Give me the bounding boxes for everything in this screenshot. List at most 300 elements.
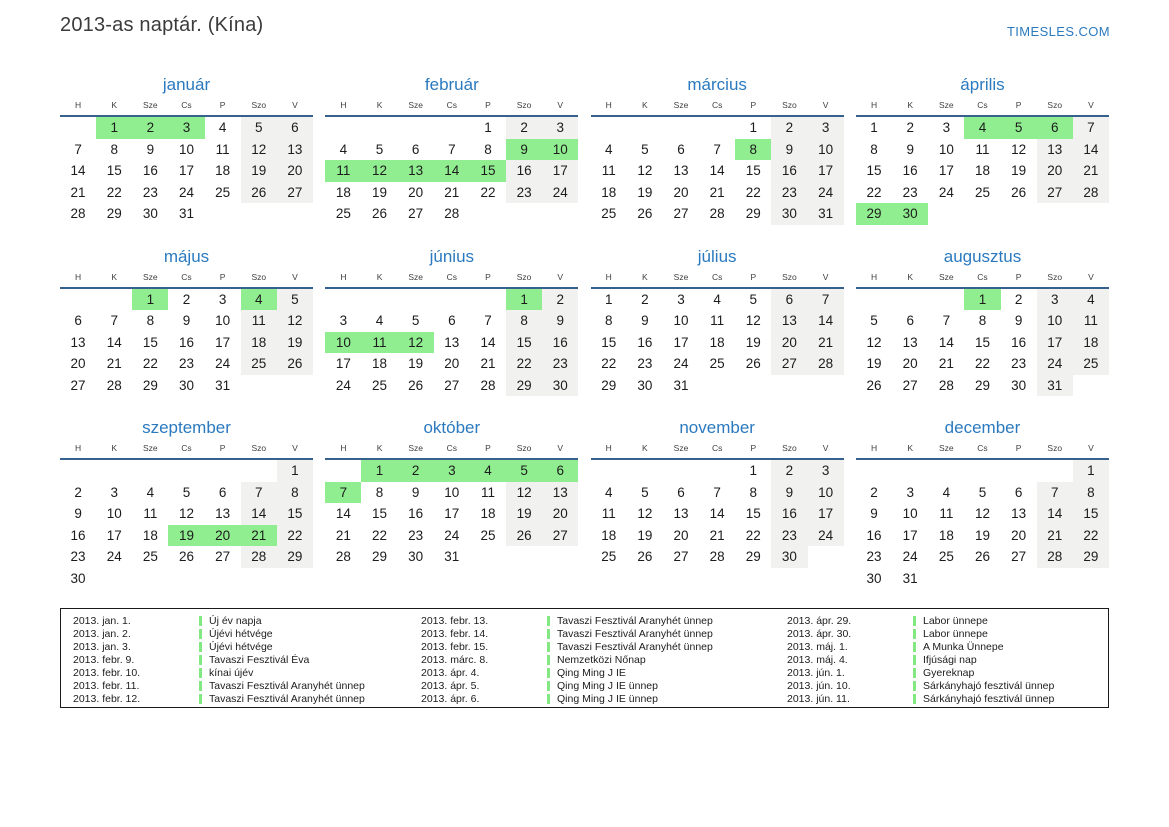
day-cell: 16 bbox=[70, 527, 86, 543]
legend-item bbox=[61, 692, 409, 705]
weekend-day-cell: 1 bbox=[1073, 460, 1109, 482]
weekend-day-cell: 25 bbox=[241, 353, 277, 375]
day-cell: 27 bbox=[444, 377, 460, 393]
day-cell: 28 bbox=[480, 377, 496, 393]
week-row bbox=[325, 353, 578, 375]
day-cell: 5 bbox=[978, 484, 987, 500]
week-row bbox=[856, 503, 1109, 525]
legend-holiday-name: Tavaszi Fesztivál Éva bbox=[209, 654, 310, 667]
holiday-day-cell: 6 bbox=[1037, 117, 1073, 139]
month-május bbox=[60, 244, 313, 397]
weekday-header: Cs bbox=[699, 272, 735, 289]
day-cell: 20 bbox=[673, 527, 689, 543]
day-cell: 7 bbox=[942, 313, 951, 329]
holiday-day-cell: 20 bbox=[205, 525, 241, 547]
day-cell: 17 bbox=[673, 334, 689, 350]
day-cell: 22 bbox=[866, 184, 882, 200]
legend-date: 2013. ápr. 29. bbox=[787, 615, 852, 628]
weekday-header: Sze bbox=[132, 272, 168, 289]
weekday-header-row bbox=[591, 100, 844, 117]
day-cell: 15 bbox=[745, 506, 761, 522]
weekday-header: K bbox=[627, 272, 663, 289]
weekday-header-row bbox=[856, 100, 1109, 117]
day-cell: 18 bbox=[709, 334, 725, 350]
weekday-header: K bbox=[892, 272, 928, 289]
months-grid bbox=[60, 72, 1109, 589]
weekday-header: Sze bbox=[928, 272, 964, 289]
holiday-day-cell: 11 bbox=[361, 332, 397, 354]
week-row bbox=[60, 139, 313, 161]
legend-item bbox=[61, 615, 409, 628]
weekend-day-cell: 26 bbox=[241, 182, 277, 204]
weekday-header: H bbox=[856, 272, 892, 289]
weekday-header-row bbox=[325, 100, 578, 117]
day-cell: 31 bbox=[673, 377, 689, 393]
holiday-day-cell: 19 bbox=[168, 525, 204, 547]
week-row bbox=[325, 160, 578, 182]
weekday-header: V bbox=[277, 272, 313, 289]
day-cell: 11 bbox=[601, 163, 616, 179]
weekday-header: Sze bbox=[398, 443, 434, 460]
holiday-day-cell: 3 bbox=[168, 117, 204, 139]
week-row bbox=[856, 568, 1109, 590]
weekday-header: V bbox=[542, 272, 578, 289]
day-cell: 18 bbox=[974, 163, 990, 179]
day-cell: 26 bbox=[1011, 184, 1027, 200]
day-cell: 10 bbox=[215, 313, 231, 329]
weekday-header: Cs bbox=[699, 443, 735, 460]
day-cell: 23 bbox=[1011, 356, 1027, 372]
month-február bbox=[325, 72, 578, 225]
day-cell: 18 bbox=[601, 527, 617, 543]
day-cell: 7 bbox=[713, 484, 721, 500]
day-cell: 9 bbox=[870, 506, 878, 522]
legend-holiday-name: Új év napja bbox=[209, 615, 262, 628]
day-cell: 29 bbox=[601, 377, 617, 393]
weekend-day-cell: 23 bbox=[506, 182, 542, 204]
legend-date: 2013. febr. 9. bbox=[73, 654, 135, 667]
day-cell: 28 bbox=[106, 377, 122, 393]
day-cell: 22 bbox=[974, 356, 990, 372]
day-cell: 25 bbox=[142, 549, 158, 565]
month-table bbox=[60, 443, 313, 589]
month-title: június bbox=[429, 246, 475, 266]
day-cell: 20 bbox=[902, 356, 918, 372]
weekend-day-cell: 13 bbox=[542, 482, 578, 504]
day-cell: 11 bbox=[480, 484, 495, 500]
day-cell: 21 bbox=[938, 356, 954, 372]
weekday-header: Cs bbox=[434, 443, 470, 460]
day-cell: 13 bbox=[215, 506, 231, 522]
empty-cell bbox=[699, 375, 735, 397]
weekday-header: V bbox=[1073, 272, 1109, 289]
weekend-day-cell: 29 bbox=[1073, 546, 1109, 568]
weekday-header: H bbox=[591, 443, 627, 460]
weekend-day-cell: 24 bbox=[808, 182, 844, 204]
weekend-day-cell: 5 bbox=[277, 289, 313, 311]
day-cell: 25 bbox=[480, 527, 496, 543]
weekend-day-cell: 14 bbox=[241, 503, 277, 525]
weekday-header: P bbox=[205, 100, 241, 117]
legend-box bbox=[60, 608, 1109, 708]
holiday-day-cell: 10 bbox=[542, 139, 578, 161]
day-cell: 10 bbox=[938, 141, 954, 157]
day-cell: 29 bbox=[974, 377, 990, 393]
legend-holiday-name: Ifjúsági nap bbox=[923, 654, 977, 667]
weekend-day-cell: 9 bbox=[771, 482, 807, 504]
week-row bbox=[591, 139, 844, 161]
day-cell: 31 bbox=[902, 570, 918, 586]
day-cell: 9 bbox=[74, 506, 82, 522]
month-title: március bbox=[687, 75, 747, 94]
day-cell: 9 bbox=[906, 141, 914, 157]
day-cell: 6 bbox=[448, 313, 456, 329]
day-cell: 2 bbox=[182, 291, 191, 307]
legend-holiday-name: kínai újév bbox=[209, 667, 254, 679]
empty-cell bbox=[928, 203, 964, 225]
holiday-marker-bar bbox=[199, 642, 202, 652]
holiday-day-cell: 7 bbox=[325, 482, 361, 504]
day-cell: 8 bbox=[870, 141, 878, 157]
legend-date: 2013. ápr. 30. bbox=[787, 628, 852, 641]
empty-cell bbox=[964, 568, 1000, 590]
weekday-header: K bbox=[361, 100, 397, 117]
empty-cell bbox=[132, 568, 168, 590]
empty-cell bbox=[663, 117, 699, 139]
weekday-header: P bbox=[205, 443, 241, 460]
weekend-day-cell: 24 bbox=[542, 182, 578, 204]
week-row bbox=[60, 460, 313, 482]
day-cell: 24 bbox=[902, 549, 918, 565]
holiday-day-cell: 12 bbox=[398, 332, 434, 354]
month-title: május bbox=[163, 246, 210, 266]
day-cell: 4 bbox=[375, 313, 384, 329]
empty-cell bbox=[277, 203, 313, 225]
month-title: július bbox=[697, 246, 737, 266]
empty-cell bbox=[663, 460, 699, 482]
day-cell: 8 bbox=[749, 484, 758, 500]
holiday-day-cell: 2 bbox=[132, 117, 168, 139]
weekday-header: V bbox=[277, 100, 313, 117]
empty-cell bbox=[132, 460, 168, 482]
legend-date: 2013. febr. 12. bbox=[73, 692, 141, 705]
day-cell: 4 bbox=[942, 484, 951, 500]
day-cell: 1 bbox=[749, 120, 758, 136]
weekend-day-cell: 28 bbox=[1073, 182, 1109, 204]
month-title: január bbox=[162, 75, 211, 94]
day-cell: 13 bbox=[444, 334, 460, 350]
day-cell: 15 bbox=[974, 334, 990, 350]
holiday-day-cell: 1 bbox=[132, 289, 168, 311]
weekend-day-cell: 27 bbox=[542, 525, 578, 547]
holiday-marker-bar bbox=[547, 629, 550, 639]
week-row bbox=[591, 160, 844, 182]
day-cell: 7 bbox=[713, 141, 721, 157]
week-row bbox=[60, 375, 313, 397]
day-cell: 5 bbox=[375, 141, 384, 157]
week-row bbox=[60, 117, 313, 139]
legend-date: 2013. jún. 1. bbox=[787, 667, 845, 679]
empty-cell bbox=[1037, 460, 1073, 482]
weekday-header: H bbox=[325, 443, 361, 460]
weekday-header: H bbox=[325, 100, 361, 117]
day-cell: 27 bbox=[673, 206, 689, 222]
empty-cell bbox=[1073, 203, 1109, 225]
day-cell: 9 bbox=[411, 484, 420, 500]
weekend-day-cell: 2 bbox=[542, 289, 578, 311]
holiday-day-cell: 14 bbox=[434, 160, 470, 182]
day-cell: 1 bbox=[484, 120, 492, 136]
weekend-day-cell: 23 bbox=[771, 525, 807, 547]
weekday-header: Sze bbox=[398, 100, 434, 117]
month-szeptember bbox=[60, 415, 313, 589]
day-cell: 30 bbox=[1011, 377, 1027, 393]
day-cell: 15 bbox=[745, 163, 761, 179]
legend-date: 2013. máj. 4. bbox=[787, 654, 848, 667]
weekday-header: H bbox=[856, 100, 892, 117]
month-table bbox=[591, 272, 844, 397]
day-cell: 2 bbox=[906, 120, 914, 136]
holiday-day-cell: 1 bbox=[964, 289, 1000, 311]
day-cell: 4 bbox=[146, 484, 155, 500]
day-cell: 22 bbox=[480, 184, 496, 200]
day-cell: 6 bbox=[74, 313, 82, 329]
legend-item bbox=[61, 654, 409, 667]
legend-holiday-name: Qing Ming J IE ünnep bbox=[557, 692, 658, 705]
day-cell: 19 bbox=[372, 184, 388, 200]
empty-cell bbox=[808, 546, 844, 568]
week-row bbox=[591, 353, 844, 375]
empty-cell bbox=[808, 375, 844, 397]
weekend-day-cell: 28 bbox=[808, 353, 844, 375]
day-cell: 13 bbox=[902, 334, 918, 350]
day-cell: 10 bbox=[673, 313, 689, 329]
empty-cell bbox=[241, 460, 277, 482]
day-cell: 14 bbox=[106, 334, 122, 350]
legend-holiday-name: Tavaszi Fesztivál Aranyhét ünnep bbox=[557, 641, 713, 654]
day-cell: 19 bbox=[1011, 163, 1027, 179]
day-cell: 14 bbox=[480, 334, 496, 350]
day-cell: 26 bbox=[745, 356, 761, 372]
empty-cell bbox=[1001, 460, 1037, 482]
week-row bbox=[60, 568, 313, 590]
weekday-header: K bbox=[627, 100, 663, 117]
week-row bbox=[856, 310, 1109, 332]
day-cell: 3 bbox=[906, 484, 914, 500]
weekend-day-cell: 19 bbox=[241, 160, 277, 182]
day-cell: 29 bbox=[745, 549, 761, 565]
weekday-header: P bbox=[470, 443, 506, 460]
week-row bbox=[856, 289, 1109, 311]
day-cell: 11 bbox=[939, 506, 954, 522]
weekend-day-cell: 20 bbox=[277, 160, 313, 182]
day-cell: 23 bbox=[178, 356, 194, 372]
weekend-day-cell: 10 bbox=[1037, 310, 1073, 332]
empty-cell bbox=[434, 117, 470, 139]
holiday-day-cell: 15 bbox=[470, 160, 506, 182]
weekend-day-cell: 17 bbox=[542, 160, 578, 182]
empty-cell bbox=[470, 203, 506, 225]
week-row bbox=[325, 460, 578, 482]
day-cell: 16 bbox=[142, 163, 158, 179]
weekday-header: P bbox=[735, 100, 771, 117]
weekend-day-cell: 25 bbox=[1073, 353, 1109, 375]
week-row bbox=[591, 503, 844, 525]
weekend-day-cell: 16 bbox=[771, 160, 807, 182]
weekend-day-cell: 19 bbox=[506, 503, 542, 525]
week-row bbox=[60, 203, 313, 225]
day-cell: 22 bbox=[372, 527, 388, 543]
weekday-header: Szo bbox=[1037, 443, 1073, 460]
weekend-day-cell: 23 bbox=[542, 353, 578, 375]
day-cell: 24 bbox=[444, 527, 460, 543]
legend-holiday-name: Sárkányhajó fesztivál ünnep bbox=[923, 679, 1055, 692]
day-cell: 7 bbox=[74, 141, 82, 157]
empty-cell bbox=[325, 117, 361, 139]
weekend-day-cell: 14 bbox=[1073, 139, 1109, 161]
week-row bbox=[60, 525, 313, 547]
legend-holiday-name: Labor ünnepe bbox=[923, 628, 988, 641]
day-cell: 26 bbox=[974, 549, 990, 565]
legend-item bbox=[775, 628, 1108, 641]
day-cell: 31 bbox=[444, 549, 460, 565]
weekday-header: H bbox=[60, 272, 96, 289]
empty-cell bbox=[60, 117, 96, 139]
week-row bbox=[856, 332, 1109, 354]
day-cell: 20 bbox=[70, 356, 86, 372]
day-cell: 14 bbox=[938, 334, 954, 350]
weekday-header: Cs bbox=[699, 100, 735, 117]
weekend-day-cell: 7 bbox=[808, 289, 844, 311]
legend-date: 2013. febr. 15. bbox=[421, 641, 489, 654]
day-cell: 29 bbox=[372, 549, 388, 565]
weekday-header: Cs bbox=[964, 272, 1000, 289]
legend-date: 2013. febr. 13. bbox=[421, 615, 489, 628]
weekend-day-cell: 20 bbox=[1037, 160, 1073, 182]
day-cell: 15 bbox=[372, 506, 388, 522]
day-cell: 12 bbox=[637, 163, 653, 179]
holiday-marker-bar bbox=[913, 642, 916, 652]
day-cell: 20 bbox=[444, 356, 460, 372]
month-table bbox=[325, 272, 578, 397]
day-cell: 21 bbox=[709, 527, 725, 543]
weekday-header-row bbox=[591, 272, 844, 289]
day-cell: 29 bbox=[142, 377, 158, 393]
legend-item bbox=[61, 628, 409, 641]
week-row bbox=[591, 117, 844, 139]
weekend-day-cell: 5 bbox=[241, 117, 277, 139]
month-table bbox=[856, 443, 1109, 589]
empty-cell bbox=[1037, 203, 1073, 225]
weekday-header: P bbox=[470, 272, 506, 289]
weekday-header: K bbox=[96, 100, 132, 117]
day-cell: 18 bbox=[215, 163, 231, 179]
holiday-marker-bar bbox=[913, 655, 916, 665]
weekday-header: H bbox=[60, 100, 96, 117]
day-cell: 27 bbox=[902, 377, 918, 393]
day-cell: 8 bbox=[146, 313, 155, 329]
empty-cell bbox=[856, 289, 892, 311]
weekday-header: Cs bbox=[168, 443, 204, 460]
week-row bbox=[856, 525, 1109, 547]
weekend-day-cell: 16 bbox=[542, 332, 578, 354]
day-cell: 15 bbox=[866, 163, 882, 179]
day-cell: 7 bbox=[484, 313, 492, 329]
week-row bbox=[325, 375, 578, 397]
week-row bbox=[591, 375, 844, 397]
weekend-day-cell: 3 bbox=[808, 117, 844, 139]
weekend-day-cell: 16 bbox=[771, 503, 807, 525]
weekend-day-cell: 2 bbox=[771, 117, 807, 139]
day-cell: 11 bbox=[143, 506, 158, 522]
weekend-day-cell: 20 bbox=[542, 503, 578, 525]
weekend-day-cell: 2 bbox=[771, 460, 807, 482]
empty-cell bbox=[542, 203, 578, 225]
empty-cell bbox=[892, 289, 928, 311]
week-row bbox=[856, 203, 1109, 225]
day-cell: 21 bbox=[480, 356, 496, 372]
empty-cell bbox=[241, 375, 277, 397]
weekend-day-cell: 13 bbox=[771, 310, 807, 332]
legend-date: 2013. jan. 1. bbox=[73, 615, 131, 628]
day-cell: 15 bbox=[106, 163, 122, 179]
day-cell: 20 bbox=[1011, 527, 1027, 543]
month-title: február bbox=[424, 75, 479, 94]
legend-item bbox=[61, 679, 409, 692]
weekend-day-cell: 9 bbox=[771, 139, 807, 161]
weekday-header-row bbox=[60, 272, 313, 289]
holiday-marker-bar bbox=[199, 694, 202, 704]
weekday-header: Szo bbox=[771, 443, 807, 460]
weekday-header: Szo bbox=[506, 100, 542, 117]
weekday-header: Szo bbox=[506, 272, 542, 289]
day-cell: 21 bbox=[70, 184, 86, 200]
week-row bbox=[325, 332, 578, 354]
empty-cell bbox=[398, 117, 434, 139]
weekend-day-cell: 22 bbox=[277, 525, 313, 547]
week-row bbox=[325, 546, 578, 568]
day-cell: 23 bbox=[637, 356, 653, 372]
weekday-header: Sze bbox=[663, 100, 699, 117]
week-row bbox=[60, 546, 313, 568]
day-cell: 4 bbox=[713, 291, 721, 307]
holiday-day-cell: 4 bbox=[241, 289, 277, 311]
week-row bbox=[591, 460, 844, 482]
day-cell: 22 bbox=[142, 356, 158, 372]
weekend-day-cell: 16 bbox=[506, 160, 542, 182]
day-cell: 1 bbox=[749, 463, 758, 479]
holiday-day-cell: 1 bbox=[506, 289, 542, 311]
month-december bbox=[856, 415, 1109, 589]
weekday-header: Sze bbox=[398, 272, 434, 289]
page-title: 2013-as naptár. (Kína) bbox=[60, 14, 264, 36]
day-cell: 4 bbox=[604, 484, 613, 500]
legend-date: 2013. febr. 14. bbox=[421, 628, 489, 641]
site-link[interactable]: TIMESLES.COM bbox=[1006, 24, 1110, 39]
day-cell: 24 bbox=[335, 377, 351, 393]
empty-cell bbox=[168, 460, 204, 482]
legend-date: 2013. jan. 3. bbox=[73, 641, 131, 654]
weekday-header-row bbox=[856, 443, 1109, 460]
day-cell: 6 bbox=[677, 484, 685, 500]
weekday-header: K bbox=[361, 272, 397, 289]
day-cell: 25 bbox=[709, 356, 725, 372]
holiday-marker-bar bbox=[199, 616, 202, 626]
empty-cell bbox=[1001, 568, 1037, 590]
month-március bbox=[591, 72, 844, 225]
day-cell: 17 bbox=[215, 334, 231, 350]
weekday-header-row bbox=[325, 272, 578, 289]
